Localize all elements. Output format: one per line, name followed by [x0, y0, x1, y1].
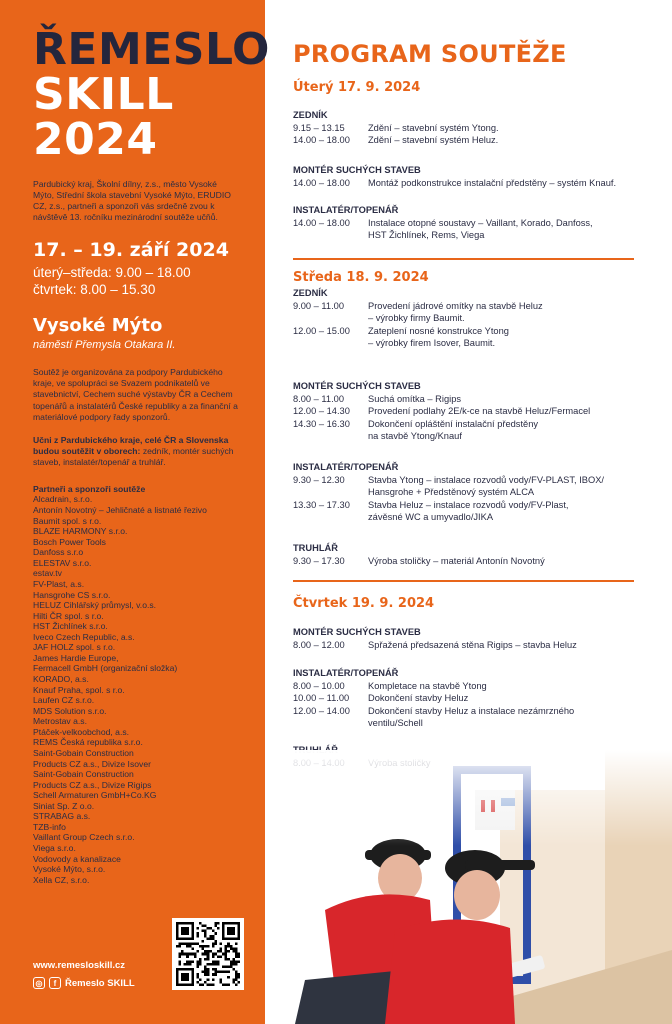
- schedule-row: [293, 312, 663, 324]
- schedule-time: [293, 430, 368, 442]
- schedule-time: 10.00 – 11.00: [293, 693, 350, 704]
- schedule-description: Instalace otopné soustavy – Vaillant, Korado, Danfoss,: [368, 218, 593, 228]
- schedule-row: [293, 393, 663, 405]
- schedule-description: Kompletace na stavbě Ytong: [368, 681, 487, 691]
- partner-item: Siniat Sp. Z o.o.: [33, 800, 95, 811]
- schedule-description: – výrobky firmy Baumit.: [368, 313, 465, 324]
- date-range: 17. – 19. září 2024: [33, 239, 229, 262]
- schedule-time: 13.30 – 17.30: [293, 499, 350, 510]
- partner-item: Products CZ a.s., Divize Rigips: [33, 779, 152, 790]
- category-name: ZEDNÍK: [293, 110, 328, 120]
- partner-item: Bosch Power Tools: [33, 536, 106, 547]
- schedule-row: [293, 122, 663, 134]
- partners-list: [33, 494, 265, 885]
- schedule-row: [293, 555, 663, 567]
- schedule-time: 8.00 – 12.00: [293, 640, 345, 650]
- schedule-description: Provedení podlahy 2E/k-ce na stavbě Heluz/Fermacel: [368, 406, 591, 417]
- schedule-time: 8.00 – 10.00: [293, 681, 345, 691]
- schedule-row: [293, 418, 663, 430]
- schedule-description: Dokončení stavby Heluz: [368, 693, 469, 704]
- partner-item: Baumit spol. s r.o.: [33, 515, 102, 526]
- partner-item: Products CZ a.s., Divize Isover: [33, 758, 151, 769]
- schedule-time: [293, 312, 368, 324]
- partner-item: Hansgrohe CS s.r.o.: [33, 589, 111, 600]
- schedule-time: 9.30 – 12.30: [293, 475, 345, 485]
- day-heading: Čtvrtek 19. 9. 2024: [293, 596, 435, 611]
- day-heading: Úterý 17. 9. 2024: [293, 80, 421, 95]
- partner-item: Schell Armaturen GmbH+Co.KG: [33, 790, 157, 801]
- partner-item: JAF HOLZ spol. s r.o.: [33, 642, 116, 653]
- partner-item: Alcadrain, s.r.o.: [33, 494, 93, 505]
- schedule-time: 9.15 – 13.15: [293, 123, 345, 133]
- partner-item: Xella CZ, s.r.o.: [33, 874, 90, 885]
- partner-item: Laufen CZ s.r.o.: [33, 695, 95, 706]
- competitors-bold: Učni z Pardubického kraje, celé ČR a Slovenska budou soutěžit v oborech:: [33, 434, 229, 457]
- intro-text: Pardubický kraj, Školní dílny, z.s., město Vysoké Mýto, Střední škola stavební Vysoké Mýto, ERUDIO CZ, z.s., partneři a sponzoři vás srdečně zvou k návštěvě 13. ročníku mezinárodní soutěže učňů.: [33, 178, 231, 223]
- logo-line-1: ŘEMESLO: [33, 24, 270, 75]
- partner-item: Danfoss s.r.o: [33, 547, 84, 558]
- schedule-description: HST Žichlínek, Rems, Viega: [368, 230, 485, 241]
- schedule-description: ventilu/Schell: [368, 718, 423, 729]
- schedule-time: 9.30 – 17.30: [293, 556, 345, 566]
- category-name: INSTALATÉR/TOPENÁŘ: [293, 462, 399, 472]
- schedule-time: [293, 511, 368, 523]
- category-block: [293, 110, 663, 147]
- schedule-description: Dokončení opláštění instalační předstěny: [368, 418, 539, 429]
- partner-item: Fermacell GmbH (organizační složka): [33, 663, 178, 674]
- schedule-time: 8.00 – 11.00: [293, 394, 345, 404]
- category-name: MONTÉR SUCHÝCH STAVEB: [293, 381, 421, 391]
- schedule-row: [293, 229, 663, 241]
- schedule-description: Montáž podkonstrukce instalační předstěny – systém Knauf.: [368, 178, 617, 188]
- partners-title: Partneři a sponzoři soutěže: [33, 484, 146, 495]
- partner-item: estav.tv: [33, 568, 62, 579]
- partner-item: FV-Plast, a.s.: [33, 578, 85, 589]
- partner-item: Vysoké Mýto, s.r.o.: [33, 864, 106, 875]
- venue-square: náměstí Přemysla Otakara II.: [33, 339, 176, 352]
- partner-item: James Hardie Europe,: [33, 652, 119, 663]
- schedule-row: [293, 300, 663, 312]
- schedule-description: Hansgrohe + Předstěnový systém ALCA: [368, 487, 535, 498]
- category-block: [293, 288, 663, 350]
- event-dates: [33, 239, 265, 299]
- partner-item: Hilti ČR spol. s r.o.: [33, 610, 104, 621]
- venue-city: Vysoké Mýto: [33, 315, 163, 337]
- workers-photo: [265, 750, 672, 1024]
- schedule-row: [293, 430, 663, 442]
- partner-item: REMS Česká republika s.r.o.: [33, 737, 143, 748]
- schedule-time: 14.30 – 16.30: [293, 418, 350, 429]
- event-logo: [33, 24, 270, 165]
- hours-line-2: čtvrtek: 8.00 – 15.30: [33, 282, 156, 298]
- partner-item: Vodovody a kanalizace: [33, 853, 121, 864]
- schedule-row: [293, 177, 663, 189]
- schedule-row: [293, 134, 663, 146]
- schedule-time: 9.00 – 11.00: [293, 301, 345, 311]
- schedule-description: Stavba Ytong – instalace rozvodů vody/FV-PLAST, IBOX/: [368, 475, 604, 485]
- website-link[interactable]: www.remesloskill.cz: [33, 960, 126, 971]
- schedule-row: [293, 337, 663, 349]
- organized-text: Soutěž je organizována za podpory Pardubického kraje, ve spolupráci se Svazem podnikatelů ve stavebnictví, Cechem suché výstavby ČR a Cechem topenářů a instalatérů České republiky a za finanční a materiálové podpory řady sponzorů.: [33, 367, 238, 422]
- partner-item: Saint-Gobain Construction: [33, 769, 134, 780]
- partner-item: BLAZE HARMONY s.r.o.: [33, 526, 128, 537]
- schedule-row: [293, 511, 663, 523]
- category-block: [293, 668, 663, 730]
- schedule-time: [293, 337, 368, 349]
- schedule-row: [293, 405, 663, 417]
- partner-item: Saint-Gobain Construction: [33, 747, 134, 758]
- schedule-description: Stavba Heluz – instalace rozvodů vody/FV-Plast,: [368, 499, 569, 510]
- program-title: PROGRAM SOUTĚŽE: [293, 40, 567, 68]
- schedule-row: [293, 639, 663, 651]
- schedule-row: [293, 217, 663, 229]
- left-panel: [0, 0, 270, 1024]
- partner-item: HST Žichlínek s.r.o.: [33, 621, 108, 632]
- schedule-description: Zdění – stavební systém Ytong.: [368, 123, 499, 133]
- schedule-row: [293, 717, 663, 729]
- partner-item: Metrostav a.s.: [33, 716, 87, 727]
- competitors-text: [33, 435, 243, 469]
- schedule-time: [293, 486, 368, 498]
- partner-item: STRABAG a.s.: [33, 811, 91, 822]
- schedule-row: [293, 680, 663, 692]
- schedule-time: 14.00 – 18.00: [293, 218, 350, 228]
- social-handle: Řemeslo SKILL: [65, 977, 135, 989]
- category-name: INSTALATÉR/TOPENÁŘ: [293, 205, 399, 215]
- partner-item: MDS Solution s.r.o.: [33, 705, 107, 716]
- category-block: [293, 165, 663, 189]
- schedule-time: 14.00 – 18.00: [293, 178, 350, 188]
- schedule-description: Spřažená předsazená stěna Rigips – stavba Heluz: [368, 640, 577, 650]
- category-block: [293, 205, 663, 242]
- competitors-list: zedník, montér suchých staveb, instalatér/topenář a truhlář.: [33, 446, 234, 468]
- category-block: [293, 543, 663, 567]
- partner-item: Antonín Novotný – Jehličnaté a listnaté řezivo: [33, 505, 207, 515]
- schedule-description: Suchá omítka – Rigips: [368, 394, 462, 404]
- schedule-row: [293, 474, 663, 486]
- partner-item: TZB-info: [33, 821, 66, 832]
- day-heading: Středa 18. 9. 2024: [293, 270, 429, 285]
- schedule-time: 12.00 – 14.00: [293, 705, 350, 716]
- category-name: TRUHLÁŘ: [293, 543, 338, 553]
- partner-item: Viega s.r.o.: [33, 843, 76, 853]
- schedule-description: Zdění – stavební systém Heluz.: [368, 135, 499, 146]
- schedule-description: závěsné WC a umyvadlo/JIKA: [368, 512, 494, 523]
- schedule-time: [293, 229, 368, 241]
- schedule-row: [293, 325, 663, 337]
- hours-line-1: úterý–středa: 9.00 – 18.00: [33, 265, 191, 281]
- partner-item: Iveco Czech Republic, a.s.: [33, 631, 135, 642]
- day-divider: [293, 580, 634, 582]
- schedule-time: 12.00 – 15.00: [293, 325, 350, 336]
- category-name: MONTÉR SUCHÝCH STAVEB: [293, 165, 421, 175]
- facebook-icon[interactable]: f: [49, 977, 61, 989]
- category-name: MONTÉR SUCHÝCH STAVEB: [293, 627, 421, 637]
- logo-line-2: SKILL: [33, 68, 174, 120]
- instagram-icon[interactable]: ◎: [33, 977, 45, 989]
- schedule-description: – výrobky firem Isover, Baumit.: [368, 338, 496, 349]
- partner-item: KORADO, a.s.: [33, 674, 89, 684]
- social-links: [33, 977, 135, 989]
- schedule-description: Provedení jádrové omítky na stavbě Heluz: [368, 301, 543, 311]
- partner-item: Vaillant Group Czech s.r.o.: [33, 832, 135, 843]
- partner-item: Knauf Praha, spol. s r.o.: [33, 684, 125, 695]
- schedule-description: Zateplení nosné konstrukce Ytong: [368, 325, 509, 336]
- schedule-description: Dokončení stavby Heluz a instalace nezámrzného: [368, 705, 575, 716]
- partner-item: Ptáček-velkoobchod, a.s.: [33, 726, 130, 737]
- schedule-row: [293, 705, 663, 717]
- schedule-row: [293, 486, 663, 498]
- category-name: ZEDNÍK: [293, 288, 328, 298]
- schedule-time: [293, 717, 368, 729]
- category-block: [293, 627, 663, 651]
- category-block: [293, 381, 663, 443]
- schedule-description: Výroba stoličky – materiál Antonín Novotný: [368, 556, 545, 566]
- day-divider: [293, 258, 634, 260]
- partner-item: ELESTAV s.r.o.: [33, 557, 92, 568]
- logo-line-3: 2024: [33, 113, 158, 165]
- category-block: [293, 462, 663, 524]
- schedule-row: [293, 692, 663, 704]
- schedule-row: [293, 499, 663, 511]
- category-name: INSTALATÉR/TOPENÁŘ: [293, 668, 399, 678]
- schedule-time: 14.00 – 18.00: [293, 135, 350, 146]
- partner-item: HELUZ Cihlářský průmysl, v.o.s.: [33, 600, 157, 611]
- qr-code: [172, 918, 244, 990]
- schedule-description: na stavbě Ytong/Knauf: [368, 431, 462, 442]
- schedule-time: 12.00 – 14.30: [293, 406, 350, 417]
